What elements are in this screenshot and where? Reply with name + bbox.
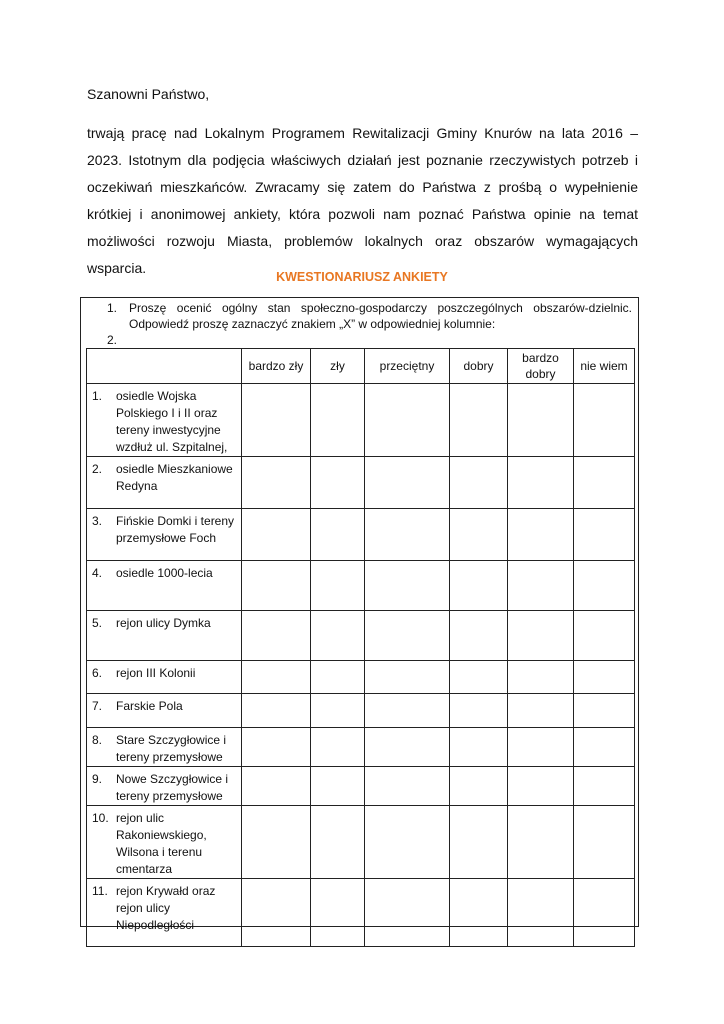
answer-cell[interactable]: [242, 728, 311, 767]
area-name: rejon Krywałd oraz rejon ulicy Niepodległości: [116, 884, 216, 932]
answer-cell[interactable]: [450, 509, 508, 561]
answer-cell[interactable]: [450, 384, 508, 457]
answer-cell[interactable]: [311, 806, 365, 879]
answer-cell[interactable]: [450, 728, 508, 767]
area-name: rejon III Kolonii: [116, 666, 196, 680]
question-text: Proszę ocenić ogólny stan społeczno-gospodarczy poszczególnych obszarów-dzielnic. Odpowiedź proszę zaznaczyć znakiem „X” w odpowiedniej kolumnie:: [129, 301, 632, 331]
answer-cell[interactable]: [365, 806, 450, 879]
area-number: 5.: [92, 616, 103, 630]
answer-cell[interactable]: [242, 661, 311, 694]
area-number: 1.: [92, 389, 103, 403]
answer-cell[interactable]: [574, 384, 635, 457]
answer-cell[interactable]: [242, 767, 311, 806]
column-header: przeciętny: [365, 349, 450, 384]
answer-cell[interactable]: [574, 561, 635, 611]
area-name: osiedle Mieszkaniowe Redyna: [116, 462, 233, 493]
area-name: Stare Szczygłowice i tereny przemysłowe: [116, 733, 227, 764]
question-item: [107, 300, 632, 332]
answer-cell[interactable]: [242, 806, 311, 879]
survey-title: KWESTIONARIUSZ ANKIETY: [276, 270, 448, 284]
area-number: 7.: [92, 699, 103, 713]
answer-cell[interactable]: [574, 611, 635, 661]
table-row: [87, 509, 635, 561]
answer-cell[interactable]: [311, 457, 365, 509]
area-number: 6.: [92, 666, 103, 680]
table-row: [87, 457, 635, 509]
answer-cell[interactable]: [508, 611, 574, 661]
area-cell: [87, 384, 242, 457]
answer-cell[interactable]: [450, 611, 508, 661]
answer-cell[interactable]: [574, 806, 635, 879]
table-row: [87, 661, 635, 694]
answer-cell[interactable]: [242, 561, 311, 611]
answer-cell[interactable]: [574, 457, 635, 509]
answer-cell[interactable]: [311, 728, 365, 767]
column-header: dobry: [450, 349, 508, 384]
answer-cell[interactable]: [365, 611, 450, 661]
answer-cell[interactable]: [365, 457, 450, 509]
table-row: [87, 611, 635, 661]
area-name: osiedle 1000-lecia: [116, 566, 213, 580]
answer-cell[interactable]: [508, 728, 574, 767]
answer-cell[interactable]: [365, 561, 450, 611]
column-header: nie wiem: [574, 349, 635, 384]
area-number: 3.: [92, 514, 103, 528]
area-cell: [87, 611, 242, 661]
table-row: [87, 384, 635, 457]
header-corner: [87, 349, 242, 384]
question-number: 1.: [107, 301, 118, 315]
table-row: [87, 694, 635, 728]
answer-cell[interactable]: [508, 767, 574, 806]
rating-table: [86, 348, 635, 947]
answer-cell[interactable]: [311, 384, 365, 457]
answer-cell[interactable]: [450, 561, 508, 611]
answer-cell[interactable]: [242, 611, 311, 661]
answer-cell[interactable]: [311, 879, 365, 947]
column-header: zły: [311, 349, 365, 384]
answer-cell[interactable]: [311, 611, 365, 661]
answer-cell[interactable]: [508, 694, 574, 728]
answer-cell[interactable]: [242, 694, 311, 728]
answer-cell[interactable]: [311, 661, 365, 694]
area-number: 9.: [92, 772, 103, 786]
answer-cell[interactable]: [508, 457, 574, 509]
table-row: [87, 806, 635, 879]
area-cell: [87, 879, 242, 947]
area-number: 2.: [92, 462, 103, 476]
greeting: Szanowni Państwo,: [87, 86, 210, 102]
answer-cell[interactable]: [508, 661, 574, 694]
answer-cell[interactable]: [450, 767, 508, 806]
question-text: [129, 332, 632, 348]
area-cell: [87, 694, 242, 728]
answer-cell[interactable]: [242, 384, 311, 457]
answer-cell[interactable]: [450, 806, 508, 879]
area-name: Nowe Szczygłowice i tereny przemysłowe: [116, 772, 229, 803]
table-row: [87, 728, 635, 767]
answer-cell[interactable]: [450, 879, 508, 947]
area-cell: [87, 767, 242, 806]
table-row: [87, 879, 635, 947]
answer-cell[interactable]: [508, 879, 574, 947]
answer-cell[interactable]: [242, 879, 311, 947]
answer-cell[interactable]: [311, 509, 365, 561]
area-name: rejon ulicy Dymka: [116, 616, 211, 630]
area-cell: [87, 457, 242, 509]
answer-cell[interactable]: [508, 509, 574, 561]
answer-cell[interactable]: [574, 509, 635, 561]
area-number: 10.: [92, 811, 109, 825]
area-number: 8.: [92, 733, 103, 747]
area-cell: [87, 561, 242, 611]
area-number: 4.: [92, 566, 103, 580]
answer-cell[interactable]: [365, 384, 450, 457]
answer-cell[interactable]: [365, 509, 450, 561]
answer-cell[interactable]: [450, 661, 508, 694]
question-number: 2.: [107, 333, 118, 347]
area-cell: [87, 806, 242, 879]
question-item: [107, 332, 632, 348]
answer-cell[interactable]: [450, 694, 508, 728]
answer-cell[interactable]: [365, 694, 450, 728]
table-header-row: [87, 349, 635, 384]
intro-paragraph: trwają pracę nad Lokalnym Programem Rewitalizacji Gminy Knurów na lata 2016 – 2023. Istotnym dla podjęcia właściwych działań jest poznanie rzeczywistych potrzeb i oczekiwań mieszkańców. Zwracamy się zatem do Państwa z prośbą o wypełnienie krótkiej i anonimowej ankiety, która pozwoli nam poznać Państwa opinie na temat możliwości rozwoju Miasta, problemów lokalnych oraz obszarów wymagających wsparcia.: [87, 125, 638, 276]
answer-cell[interactable]: [242, 509, 311, 561]
answer-cell[interactable]: [574, 728, 635, 767]
area-cell: [87, 728, 242, 767]
table-row: [87, 561, 635, 611]
answer-cell[interactable]: [574, 694, 635, 728]
answer-cell[interactable]: [311, 561, 365, 611]
answer-cell[interactable]: [508, 384, 574, 457]
answer-cell[interactable]: [311, 767, 365, 806]
answer-cell[interactable]: [365, 767, 450, 806]
question-list: [107, 300, 632, 348]
table-row: [87, 767, 635, 806]
answer-cell[interactable]: [365, 879, 450, 947]
area-name: rejon ulic Rakoniewskiego, Wilsona i terenu cmentarza: [116, 811, 207, 876]
answer-cell[interactable]: [508, 806, 574, 879]
area-name: Farskie Pola: [116, 699, 183, 713]
answer-cell[interactable]: [365, 661, 450, 694]
answer-cell[interactable]: [450, 457, 508, 509]
area-cell: [87, 509, 242, 561]
area-cell: [87, 661, 242, 694]
answer-cell[interactable]: [508, 561, 574, 611]
answer-cell[interactable]: [311, 694, 365, 728]
answer-cell[interactable]: [574, 879, 635, 947]
answer-cell[interactable]: [574, 767, 635, 806]
area-name: Fińskie Domki i tereny przemysłowe Foch: [116, 514, 235, 545]
answer-cell[interactable]: [242, 457, 311, 509]
answer-cell[interactable]: [365, 728, 450, 767]
answer-cell[interactable]: [574, 661, 635, 694]
area-name: osiedle Wojska Polskiego I i II oraz tereny inwestycyjne wzdłuż ul. Szpitalnej,: [116, 389, 228, 454]
area-number: 11.: [92, 884, 108, 898]
column-header: bardzo dobry: [508, 349, 574, 384]
column-header: bardzo zły: [242, 349, 311, 384]
